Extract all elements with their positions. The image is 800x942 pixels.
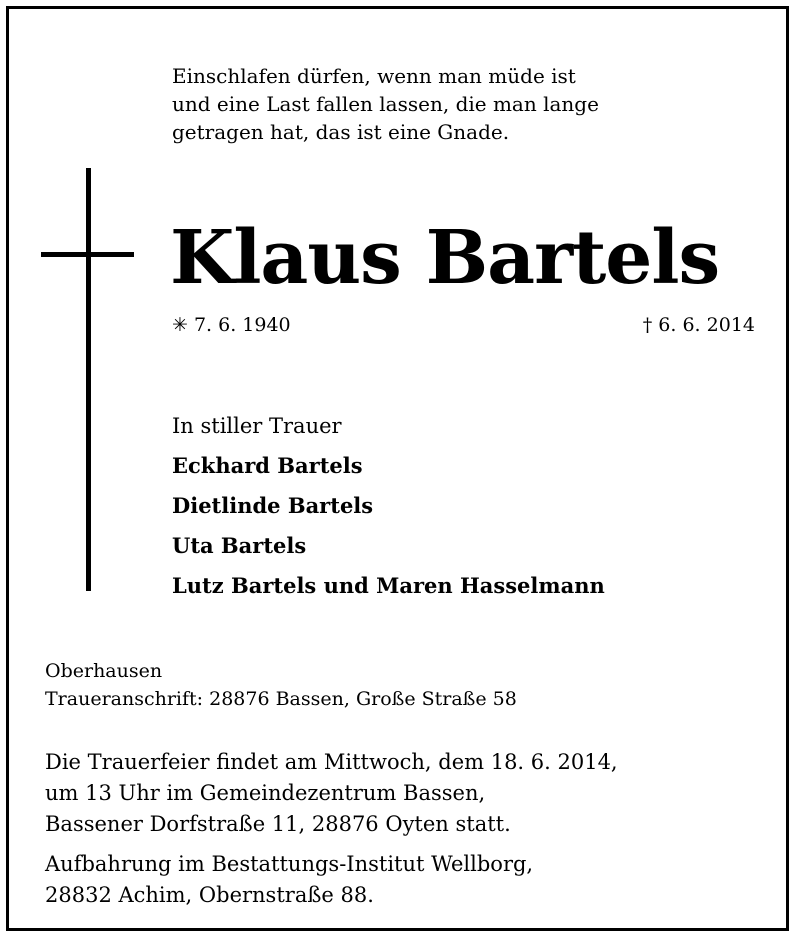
mourning-intro: In stiller Trauer xyxy=(172,414,342,438)
viewing-line: 28832 Achim, Obernstraße 88. xyxy=(45,883,374,907)
quote-line: Einschlafen dürfen, wenn man müde ist xyxy=(172,64,576,88)
death-date: † 6. 6. 2014 xyxy=(642,314,755,336)
deceased-name: Klaus Bartels xyxy=(170,215,720,301)
mourner-name: Lutz Bartels und Maren Hasselmann xyxy=(172,573,605,598)
ceremony-line: um 13 Uhr im Gemeindezentrum Bassen, xyxy=(45,781,486,805)
mourners-block xyxy=(172,406,605,606)
cross-icon-horizontal xyxy=(41,252,134,257)
quote-line: getragen hat, das ist eine Gnade. xyxy=(172,120,510,144)
birth-date: ✳ 7. 6. 1940 xyxy=(172,314,291,336)
cross-icon-vertical xyxy=(86,168,91,591)
quote-block xyxy=(172,62,599,146)
mourner-name: Uta Bartels xyxy=(172,533,307,558)
address-block xyxy=(45,657,517,713)
city: Oberhausen xyxy=(45,660,163,682)
ceremony-line: Die Trauerfeier findet am Mittwoch, dem 18. 6. 2014, xyxy=(45,750,618,774)
quote-line: und eine Last fallen lassen, die man lange xyxy=(172,92,599,116)
mourning-address: Traueranschrift: 28876 Bassen, Große Straße 58 xyxy=(45,688,517,710)
ceremony-block xyxy=(45,747,618,840)
mourner-name: Eckhard Bartels xyxy=(172,453,363,478)
mourner-name: Dietlinde Bartels xyxy=(172,493,374,518)
viewing-line: Aufbahrung im Bestattungs-Institut Wellborg, xyxy=(45,852,534,876)
ceremony-line: Bassener Dorfstraße 11, 28876 Oyten statt. xyxy=(45,812,511,836)
viewing-block xyxy=(45,849,533,911)
